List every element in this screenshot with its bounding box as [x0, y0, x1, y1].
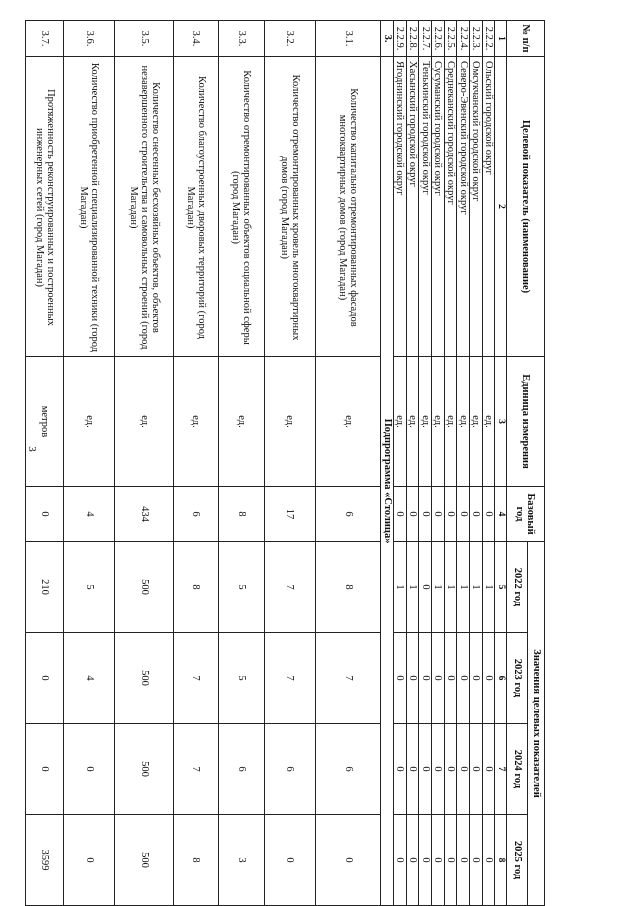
col-index: 2 — [495, 57, 507, 357]
row-unit: ед. — [406, 357, 419, 487]
row-base: 0 — [431, 487, 444, 542]
target-indicators-table — [25, 20, 545, 906]
row-value-2025: 500 — [114, 815, 173, 906]
row-value-2022: 5 — [64, 542, 115, 633]
header-year-2024: 2024 год — [506, 724, 527, 815]
subprogram-title: Подпрограмма «Столица» — [381, 57, 394, 906]
row-value-2024: 0 — [419, 724, 432, 815]
row-value-2025: 0 — [406, 815, 419, 906]
row-num: 2.2.9. — [393, 21, 406, 57]
row-base: 6 — [174, 487, 218, 542]
row-name: Количество благоустроенных дворовых территорий (город Магадан) — [174, 57, 218, 357]
table-row — [406, 21, 419, 906]
row-value-2024: 0 — [470, 724, 483, 815]
row-unit: ед. — [64, 357, 115, 487]
row-unit: ед. — [174, 357, 218, 487]
row-name: Омсукчанский городской округ — [470, 57, 483, 357]
row-value-2022: 7 — [265, 542, 316, 633]
row-value-2025: 0 — [64, 815, 115, 906]
row-value-2023: 0 — [457, 633, 470, 724]
table-row — [431, 21, 444, 906]
row-value-2024: 0 — [457, 724, 470, 815]
col-index: 7 — [495, 724, 507, 815]
row-value-2023: 0 — [482, 633, 495, 724]
row-base: 0 — [470, 487, 483, 542]
row-unit: ед. — [114, 357, 173, 487]
row-name: Хасынский городской округ — [406, 57, 419, 357]
row-value-2023: 500 — [114, 633, 173, 724]
row-num: 2.2.7. — [419, 21, 432, 57]
col-index: 6 — [495, 633, 507, 724]
row-base: 0 — [406, 487, 419, 542]
row-unit: ед. — [431, 357, 444, 487]
row-base: 0 — [482, 487, 495, 542]
subprogram-num: 3. — [381, 21, 394, 57]
row-unit: ед. — [444, 357, 457, 487]
table-row — [393, 21, 406, 906]
row-value-2022: 1 — [444, 542, 457, 633]
row-unit: ед. — [393, 357, 406, 487]
row-name: Количество приобретенной специализированной техники (город Магадан) — [64, 57, 115, 357]
row-value-2023: 0 — [470, 633, 483, 724]
col-index: 4 — [495, 487, 507, 542]
row-unit: ед. — [419, 357, 432, 487]
table-row — [174, 21, 218, 906]
row-num: 3.5. — [114, 21, 173, 57]
subprogram-row — [381, 21, 394, 906]
page-number: 3 — [25, 446, 38, 452]
row-num: 3.4. — [174, 21, 218, 57]
table-row — [444, 21, 457, 906]
row-num: 2.2.3. — [470, 21, 483, 57]
row-value-2025: 0 — [265, 815, 316, 906]
row-num: 3.2. — [265, 21, 316, 57]
header-base-year: Базовый год — [506, 487, 544, 542]
row-name: Количество отремонтированных объектов социальной сферы (город Магадан) — [218, 57, 265, 357]
table-row — [26, 21, 64, 906]
row-value-2025: 0 — [444, 815, 457, 906]
row-value-2025: 0 — [431, 815, 444, 906]
table-row — [419, 21, 432, 906]
row-value-2022: 8 — [174, 542, 218, 633]
header-indicator: Целевой показатель (наименование) — [506, 57, 544, 357]
row-num: 2.2.8. — [406, 21, 419, 57]
row-value-2023: 0 — [26, 633, 64, 724]
table-row — [482, 21, 495, 906]
header-year-2023: 2023 год — [506, 633, 527, 724]
row-value-2024: 6 — [218, 724, 265, 815]
row-value-2022: 1 — [393, 542, 406, 633]
row-base: 4 — [64, 487, 115, 542]
row-base: 17 — [265, 487, 316, 542]
row-value-2025: 3 — [218, 815, 265, 906]
header-values-group: Значения целевых показателей — [528, 542, 545, 906]
table-row — [218, 21, 265, 906]
row-value-2023: 0 — [444, 633, 457, 724]
row-unit: ед. — [315, 357, 381, 487]
row-value-2023: 4 — [64, 633, 115, 724]
table-row — [64, 21, 115, 906]
table-row — [315, 21, 381, 906]
row-num: 2.2.2. — [482, 21, 495, 57]
row-value-2024: 0 — [431, 724, 444, 815]
row-value-2025: 3599 — [26, 815, 64, 906]
row-name: Количество снесенных бесхозяйных объектов, объектов незавершенного строительства и самовольных строений (город Магадан) — [114, 57, 173, 357]
row-value-2022: 1 — [431, 542, 444, 633]
row-value-2023: 7 — [265, 633, 316, 724]
row-value-2025: 8 — [174, 815, 218, 906]
row-value-2023: 0 — [393, 633, 406, 724]
row-base: 8 — [218, 487, 265, 542]
row-base: 0 — [419, 487, 432, 542]
row-value-2022: 210 — [26, 542, 64, 633]
row-value-2024: 0 — [64, 724, 115, 815]
header-year-2025: 2025 год — [506, 815, 527, 906]
row-value-2025: 0 — [393, 815, 406, 906]
table-row — [457, 21, 470, 906]
row-unit: метров — [26, 357, 64, 487]
row-base: 0 — [26, 487, 64, 542]
row-value-2022: 1 — [470, 542, 483, 633]
row-base: 0 — [393, 487, 406, 542]
row-unit: ед. — [218, 357, 265, 487]
row-base: 0 — [457, 487, 470, 542]
row-unit: ед. — [470, 357, 483, 487]
row-name: Протяженность реконструированных и построенных инженерных сетей (город Магадан) — [26, 57, 64, 357]
table-row — [265, 21, 316, 906]
row-unit: ед. — [265, 357, 316, 487]
row-value-2025: 0 — [470, 815, 483, 906]
row-value-2023: 5 — [218, 633, 265, 724]
table-row — [114, 21, 173, 906]
row-num: 3.7. — [26, 21, 64, 57]
row-name: Сусуманский городской округ — [431, 57, 444, 357]
row-value-2022: 1 — [457, 542, 470, 633]
row-unit: ед. — [457, 357, 470, 487]
row-value-2024: 0 — [406, 724, 419, 815]
row-value-2023: 0 — [419, 633, 432, 724]
rotated-table-container — [25, 20, 545, 905]
row-name: Количество отремонтированных кровель многоквартирных домов (город Магадан) — [265, 57, 316, 357]
row-value-2024: 6 — [265, 724, 316, 815]
row-value-2025: 0 — [315, 815, 381, 906]
col-index: 3 — [495, 357, 507, 487]
row-value-2025: 0 — [419, 815, 432, 906]
row-value-2024: 7 — [174, 724, 218, 815]
col-index: 8 — [495, 815, 507, 906]
row-value-2024: 0 — [482, 724, 495, 815]
row-value-2022: 1 — [482, 542, 495, 633]
row-num: 3.3. — [218, 21, 265, 57]
row-value-2024: 6 — [315, 724, 381, 815]
row-value-2024: 0 — [26, 724, 64, 815]
row-name: Ягоднинский городской округ — [393, 57, 406, 357]
row-name: Среднеканский городской округ — [444, 57, 457, 357]
header-year-2022: 2022 год — [506, 542, 527, 633]
row-value-2022: 8 — [315, 542, 381, 633]
row-value-2024: 0 — [444, 724, 457, 815]
row-name: Тенькинский городской округ — [419, 57, 432, 357]
table-row — [470, 21, 483, 906]
col-index: 5 — [495, 542, 507, 633]
row-value-2022: 500 — [114, 542, 173, 633]
row-name: Ольский городской округ — [482, 57, 495, 357]
row-value-2022: 1 — [406, 542, 419, 633]
row-name: Количество капитально отремонтированных фасадов многоквартирных домов (город Магадан) — [315, 57, 381, 357]
row-num: 2.2.6. — [431, 21, 444, 57]
header-unit: Единица измерения — [506, 357, 544, 487]
row-num: 2.2.4. — [457, 21, 470, 57]
row-value-2023: 7 — [315, 633, 381, 724]
row-value-2023: 0 — [431, 633, 444, 724]
row-value-2023: 7 — [174, 633, 218, 724]
row-base: 0 — [444, 487, 457, 542]
row-num: 2.2.5. — [444, 21, 457, 57]
row-value-2024: 0 — [393, 724, 406, 815]
row-value-2025: 0 — [482, 815, 495, 906]
row-value-2023: 0 — [406, 633, 419, 724]
row-base: 6 — [315, 487, 381, 542]
column-index-row — [495, 21, 507, 906]
row-unit: ед. — [482, 357, 495, 487]
row-value-2022: 0 — [419, 542, 432, 633]
row-num: 3.1. — [315, 21, 381, 57]
header-num: № п/п — [506, 21, 544, 57]
row-name: Северо-Эвенский городской округ — [457, 57, 470, 357]
row-num: 3.6. — [64, 21, 115, 57]
row-base: 434 — [114, 487, 173, 542]
col-index: 1 — [495, 21, 507, 57]
row-value-2025: 0 — [457, 815, 470, 906]
row-value-2024: 500 — [114, 724, 173, 815]
row-value-2022: 5 — [218, 542, 265, 633]
